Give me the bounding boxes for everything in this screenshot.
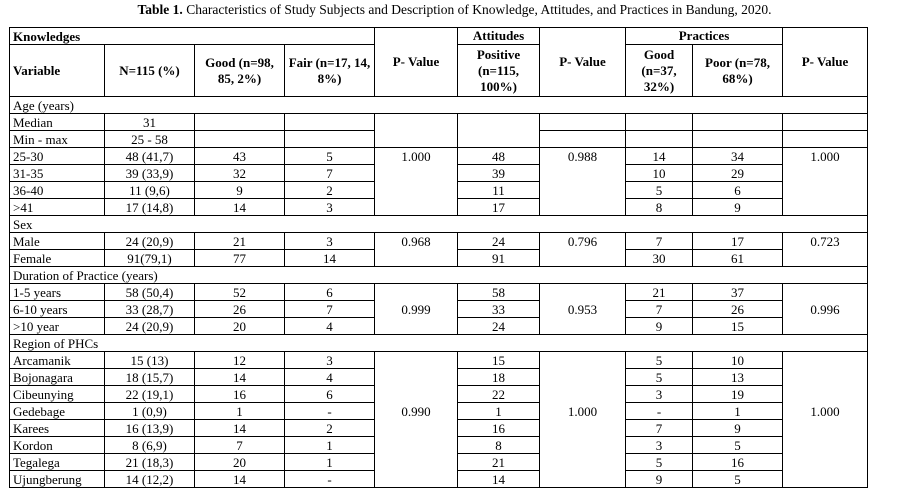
- age-stat-row: [10, 131, 868, 148]
- header-practices: Practices: [626, 28, 783, 45]
- empty-cell: [195, 114, 285, 131]
- cell-variable: 6-10 years: [10, 301, 105, 318]
- cell-n-total: 48 (41,7): [105, 148, 195, 165]
- table-row: [10, 471, 868, 488]
- empty-cell: [195, 131, 285, 148]
- cell-practice-p-value: [783, 471, 868, 488]
- cell-attitude-positive: 21: [458, 454, 540, 471]
- cell-variable: 25-30: [10, 148, 105, 165]
- cell-knowledge-p-value: [375, 386, 458, 403]
- characteristics-table: [9, 27, 868, 488]
- cell-knowledge-p-value: [375, 369, 458, 386]
- cell-practice-poor: 10: [693, 352, 783, 369]
- section-row-age: [10, 97, 868, 114]
- empty-cell: [693, 114, 783, 131]
- header-attitude-p-value: P- Value: [540, 28, 626, 97]
- cell-practice-p-value: [783, 386, 868, 403]
- cell-attitude-p-value: [540, 386, 626, 403]
- cell-knowledge-fair: -: [285, 471, 375, 488]
- cell-knowledge-fair: 1: [285, 454, 375, 471]
- cell-knowledge-p-value: [375, 352, 458, 369]
- cell-n-total: 91(79,1): [105, 250, 195, 267]
- cell-n-total: 24 (20,9): [105, 233, 195, 250]
- cell-n-total: 33 (28,7): [105, 301, 195, 318]
- table-row: [10, 420, 868, 437]
- cell-knowledge-p-value: 1.000: [375, 148, 458, 165]
- empty-cell: [458, 114, 540, 131]
- age-stat-row: [10, 114, 868, 131]
- cell-practice-p-value: 0.723: [783, 233, 868, 250]
- cell-practice-good: 5: [626, 352, 693, 369]
- cell-practice-p-value: 0.996: [783, 301, 868, 318]
- cell-practice-good: -: [626, 403, 693, 420]
- cell-attitude-p-value: [540, 420, 626, 437]
- cell-knowledge-good: 77: [195, 250, 285, 267]
- cell-knowledge-fair: 5: [285, 148, 375, 165]
- header-attitude-positive: Positive (n=115, 100%): [458, 45, 540, 97]
- cell-practice-poor: 6: [693, 182, 783, 199]
- section-label: Region of PHCs: [10, 335, 868, 352]
- cell-practice-good: 3: [626, 386, 693, 403]
- cell-attitude-positive: 91: [458, 250, 540, 267]
- cell-knowledge-good: 20: [195, 454, 285, 471]
- cell-practice-good: 8: [626, 199, 693, 216]
- cell-practice-p-value: [783, 199, 868, 216]
- header-variable: Variable: [10, 45, 105, 97]
- cell-attitude-p-value: [540, 454, 626, 471]
- cell-attitude-positive: 24: [458, 233, 540, 250]
- cell-attitude-p-value: [540, 471, 626, 488]
- table-row: [10, 386, 868, 403]
- cell-n-total: 17 (14,8): [105, 199, 195, 216]
- cell-knowledge-good: 32: [195, 165, 285, 182]
- table-row: [10, 454, 868, 471]
- cell-n-total: 1 (0,9): [105, 403, 195, 420]
- cell-practice-good: 7: [626, 233, 693, 250]
- cell-knowledge-good: 14: [195, 199, 285, 216]
- cell-attitude-positive: 8: [458, 437, 540, 454]
- cell-knowledge-good: 26: [195, 301, 285, 318]
- cell-knowledge-good: 14: [195, 471, 285, 488]
- age-stat-value: 25 - 58: [105, 131, 195, 148]
- cell-n-total: 18 (15,7): [105, 369, 195, 386]
- header-knowledge-fair: Fair (n=17, 14, 8%): [285, 45, 375, 97]
- cell-knowledge-fair: 3: [285, 352, 375, 369]
- cell-knowledge-p-value: [375, 471, 458, 488]
- cell-n-total: 8 (6,9): [105, 437, 195, 454]
- empty-cell: [783, 114, 868, 131]
- cell-practice-p-value: [783, 352, 868, 369]
- cell-knowledge-p-value: 0.999: [375, 301, 458, 318]
- cell-attitude-positive: 14: [458, 471, 540, 488]
- header-knowledge-p-value: P- Value: [375, 28, 458, 97]
- section-label: Duration of Practice (years): [10, 267, 868, 284]
- cell-attitude-p-value: 0.796: [540, 233, 626, 250]
- cell-knowledge-p-value: [375, 420, 458, 437]
- cell-variable: Bojonagara: [10, 369, 105, 386]
- cell-attitude-positive: 17: [458, 199, 540, 216]
- cell-practice-poor: 9: [693, 199, 783, 216]
- caption-text: Characteristics of Study Subjects and Description of Knowledge, Attitudes, and Practices in Bandung, 2020.: [186, 2, 772, 17]
- cell-practice-p-value: [783, 284, 868, 301]
- header-practice-good: Good (n=37, 32%): [626, 45, 693, 97]
- cell-knowledge-fair: 6: [285, 284, 375, 301]
- cell-n-total: 16 (13,9): [105, 420, 195, 437]
- cell-n-total: 39 (33,9): [105, 165, 195, 182]
- empty-cell: [285, 114, 375, 131]
- cell-n-total: 58 (50,4): [105, 284, 195, 301]
- empty-cell: [783, 131, 868, 148]
- table-row: [10, 352, 868, 369]
- cell-practice-p-value: 1.000: [783, 148, 868, 165]
- cell-practice-good: 21: [626, 284, 693, 301]
- cell-knowledge-fair: 2: [285, 420, 375, 437]
- cell-knowledge-p-value: 0.968: [375, 233, 458, 250]
- section-row-sex: [10, 216, 868, 233]
- cell-practice-poor: 15: [693, 318, 783, 335]
- cell-variable: Kordon: [10, 437, 105, 454]
- cell-knowledge-good: 16: [195, 386, 285, 403]
- header-practice-p-value: P- Value: [783, 28, 868, 97]
- cell-knowledge-p-value: 0.990: [375, 403, 458, 420]
- cell-attitude-positive: 24: [458, 318, 540, 335]
- cell-practice-good: 5: [626, 454, 693, 471]
- cell-knowledge-fair: 6: [285, 386, 375, 403]
- cell-practice-poor: 16: [693, 454, 783, 471]
- cell-knowledge-good: 14: [195, 369, 285, 386]
- cell-knowledge-fair: 1: [285, 437, 375, 454]
- cell-knowledge-p-value: [375, 250, 458, 267]
- table-row: [10, 165, 868, 182]
- cell-attitude-p-value: [540, 318, 626, 335]
- cell-knowledge-p-value: [375, 284, 458, 301]
- cell-attitude-p-value: [540, 250, 626, 267]
- cell-practice-p-value: [783, 250, 868, 267]
- table-caption: [0, 0, 909, 20]
- cell-practice-good: 5: [626, 369, 693, 386]
- cell-knowledge-good: 21: [195, 233, 285, 250]
- header-knowledge-good: Good (n=98, 85, 2%): [195, 45, 285, 97]
- table-row: [10, 284, 868, 301]
- section-row-duration: [10, 267, 868, 284]
- caption-label: Table 1.: [137, 2, 183, 17]
- cell-attitude-p-value: [540, 182, 626, 199]
- cell-practice-good: 14: [626, 148, 693, 165]
- cell-attitude-positive: 16: [458, 420, 540, 437]
- empty-cell: [626, 131, 693, 148]
- table-row: [10, 182, 868, 199]
- cell-practice-good: 9: [626, 471, 693, 488]
- cell-attitude-positive: 58: [458, 284, 540, 301]
- cell-practice-p-value: [783, 437, 868, 454]
- section-label: Sex: [10, 216, 868, 233]
- table-row: [10, 233, 868, 250]
- cell-knowledge-fair: 7: [285, 301, 375, 318]
- cell-variable: Male: [10, 233, 105, 250]
- empty-cell: [540, 114, 626, 131]
- cell-variable: Gedebage: [10, 403, 105, 420]
- section-label: Age (years): [10, 97, 868, 114]
- cell-knowledge-fair: -: [285, 403, 375, 420]
- cell-n-total: 11 (9,6): [105, 182, 195, 199]
- header-knowledges: Knowledges: [10, 28, 375, 45]
- cell-knowledge-p-value: [375, 182, 458, 199]
- cell-practice-p-value: [783, 318, 868, 335]
- cell-n-total: 24 (20,9): [105, 318, 195, 335]
- cell-knowledge-good: 14: [195, 420, 285, 437]
- empty-cell: [626, 114, 693, 131]
- table-row: [10, 369, 868, 386]
- header-n-total: N=115 (%): [105, 45, 195, 97]
- cell-knowledge-fair: 4: [285, 318, 375, 335]
- section-row-region: [10, 335, 868, 352]
- cell-attitude-positive: 11: [458, 182, 540, 199]
- header-attitudes: Attitudes: [458, 28, 540, 45]
- empty-cell: [540, 131, 626, 148]
- cell-n-total: 15 (13): [105, 352, 195, 369]
- empty-cell: [375, 114, 458, 131]
- cell-practice-good: 10: [626, 165, 693, 182]
- empty-cell: [458, 131, 540, 148]
- cell-variable: Female: [10, 250, 105, 267]
- cell-n-total: 14 (12,2): [105, 471, 195, 488]
- table-body: [10, 28, 868, 488]
- cell-variable: 31-35: [10, 165, 105, 182]
- cell-practice-poor: 26: [693, 301, 783, 318]
- age-stat-value: 31: [105, 114, 195, 131]
- cell-practice-good: 30: [626, 250, 693, 267]
- cell-knowledge-p-value: [375, 318, 458, 335]
- table-row: [10, 199, 868, 216]
- cell-variable: 36-40: [10, 182, 105, 199]
- cell-practice-poor: 34: [693, 148, 783, 165]
- cell-attitude-positive: 18: [458, 369, 540, 386]
- cell-practice-p-value: 1.000: [783, 403, 868, 420]
- cell-n-total: 22 (19,1): [105, 386, 195, 403]
- cell-knowledge-p-value: [375, 437, 458, 454]
- cell-practice-p-value: [783, 165, 868, 182]
- table-row: [10, 148, 868, 165]
- empty-cell: [693, 131, 783, 148]
- cell-attitude-p-value: 0.988: [540, 148, 626, 165]
- cell-practice-poor: 5: [693, 471, 783, 488]
- cell-variable: >41: [10, 199, 105, 216]
- cell-practice-p-value: [783, 369, 868, 386]
- empty-cell: [285, 131, 375, 148]
- cell-practice-good: 7: [626, 301, 693, 318]
- cell-knowledge-good: 43: [195, 148, 285, 165]
- table-row: [10, 250, 868, 267]
- cell-n-total: 21 (18,3): [105, 454, 195, 471]
- cell-attitude-p-value: [540, 284, 626, 301]
- header-row-groups: [10, 28, 868, 45]
- cell-practice-good: 7: [626, 420, 693, 437]
- cell-practice-poor: 19: [693, 386, 783, 403]
- cell-variable: 1-5 years: [10, 284, 105, 301]
- header-practice-poor: Poor (n=78, 68%): [693, 45, 783, 97]
- cell-attitude-positive: 22: [458, 386, 540, 403]
- cell-practice-p-value: [783, 182, 868, 199]
- cell-attitude-positive: 39: [458, 165, 540, 182]
- cell-knowledge-good: 1: [195, 403, 285, 420]
- cell-attitude-p-value: 1.000: [540, 403, 626, 420]
- cell-knowledge-p-value: [375, 199, 458, 216]
- cell-practice-poor: 13: [693, 369, 783, 386]
- cell-knowledge-fair: 2: [285, 182, 375, 199]
- cell-practice-poor: 5: [693, 437, 783, 454]
- cell-variable: Ujungberung: [10, 471, 105, 488]
- cell-attitude-positive: 1: [458, 403, 540, 420]
- cell-variable: Arcamanik: [10, 352, 105, 369]
- age-stat-label: Median: [10, 114, 105, 131]
- cell-knowledge-fair: 3: [285, 199, 375, 216]
- cell-variable: >10 year: [10, 318, 105, 335]
- cell-variable: Cibeunying: [10, 386, 105, 403]
- cell-practice-poor: 1: [693, 403, 783, 420]
- cell-variable: Karees: [10, 420, 105, 437]
- cell-knowledge-good: 12: [195, 352, 285, 369]
- cell-attitude-positive: 15: [458, 352, 540, 369]
- cell-attitude-p-value: [540, 165, 626, 182]
- cell-practice-poor: 37: [693, 284, 783, 301]
- cell-attitude-p-value: [540, 369, 626, 386]
- cell-practice-good: 9: [626, 318, 693, 335]
- cell-attitude-positive: 48: [458, 148, 540, 165]
- cell-knowledge-fair: 7: [285, 165, 375, 182]
- cell-knowledge-fair: 4: [285, 369, 375, 386]
- cell-attitude-p-value: [540, 352, 626, 369]
- cell-knowledge-p-value: [375, 454, 458, 471]
- cell-practice-poor: 29: [693, 165, 783, 182]
- table-row: [10, 301, 868, 318]
- table-row: [10, 318, 868, 335]
- cell-practice-poor: 17: [693, 233, 783, 250]
- cell-variable: Tegalega: [10, 454, 105, 471]
- cell-knowledge-good: 20: [195, 318, 285, 335]
- cell-practice-p-value: [783, 454, 868, 471]
- cell-practice-p-value: [783, 420, 868, 437]
- cell-practice-poor: 61: [693, 250, 783, 267]
- cell-knowledge-good: 7: [195, 437, 285, 454]
- cell-knowledge-fair: 3: [285, 233, 375, 250]
- cell-attitude-p-value: [540, 199, 626, 216]
- cell-practice-poor: 9: [693, 420, 783, 437]
- table-row: [10, 437, 868, 454]
- cell-knowledge-p-value: [375, 165, 458, 182]
- empty-cell: [375, 131, 458, 148]
- cell-practice-good: 3: [626, 437, 693, 454]
- cell-attitude-p-value: [540, 437, 626, 454]
- table-row: [10, 403, 868, 420]
- cell-attitude-positive: 33: [458, 301, 540, 318]
- cell-knowledge-good: 9: [195, 182, 285, 199]
- cell-knowledge-fair: 14: [285, 250, 375, 267]
- cell-knowledge-good: 52: [195, 284, 285, 301]
- cell-attitude-p-value: 0.953: [540, 301, 626, 318]
- age-stat-label: Min - max: [10, 131, 105, 148]
- cell-practice-good: 5: [626, 182, 693, 199]
